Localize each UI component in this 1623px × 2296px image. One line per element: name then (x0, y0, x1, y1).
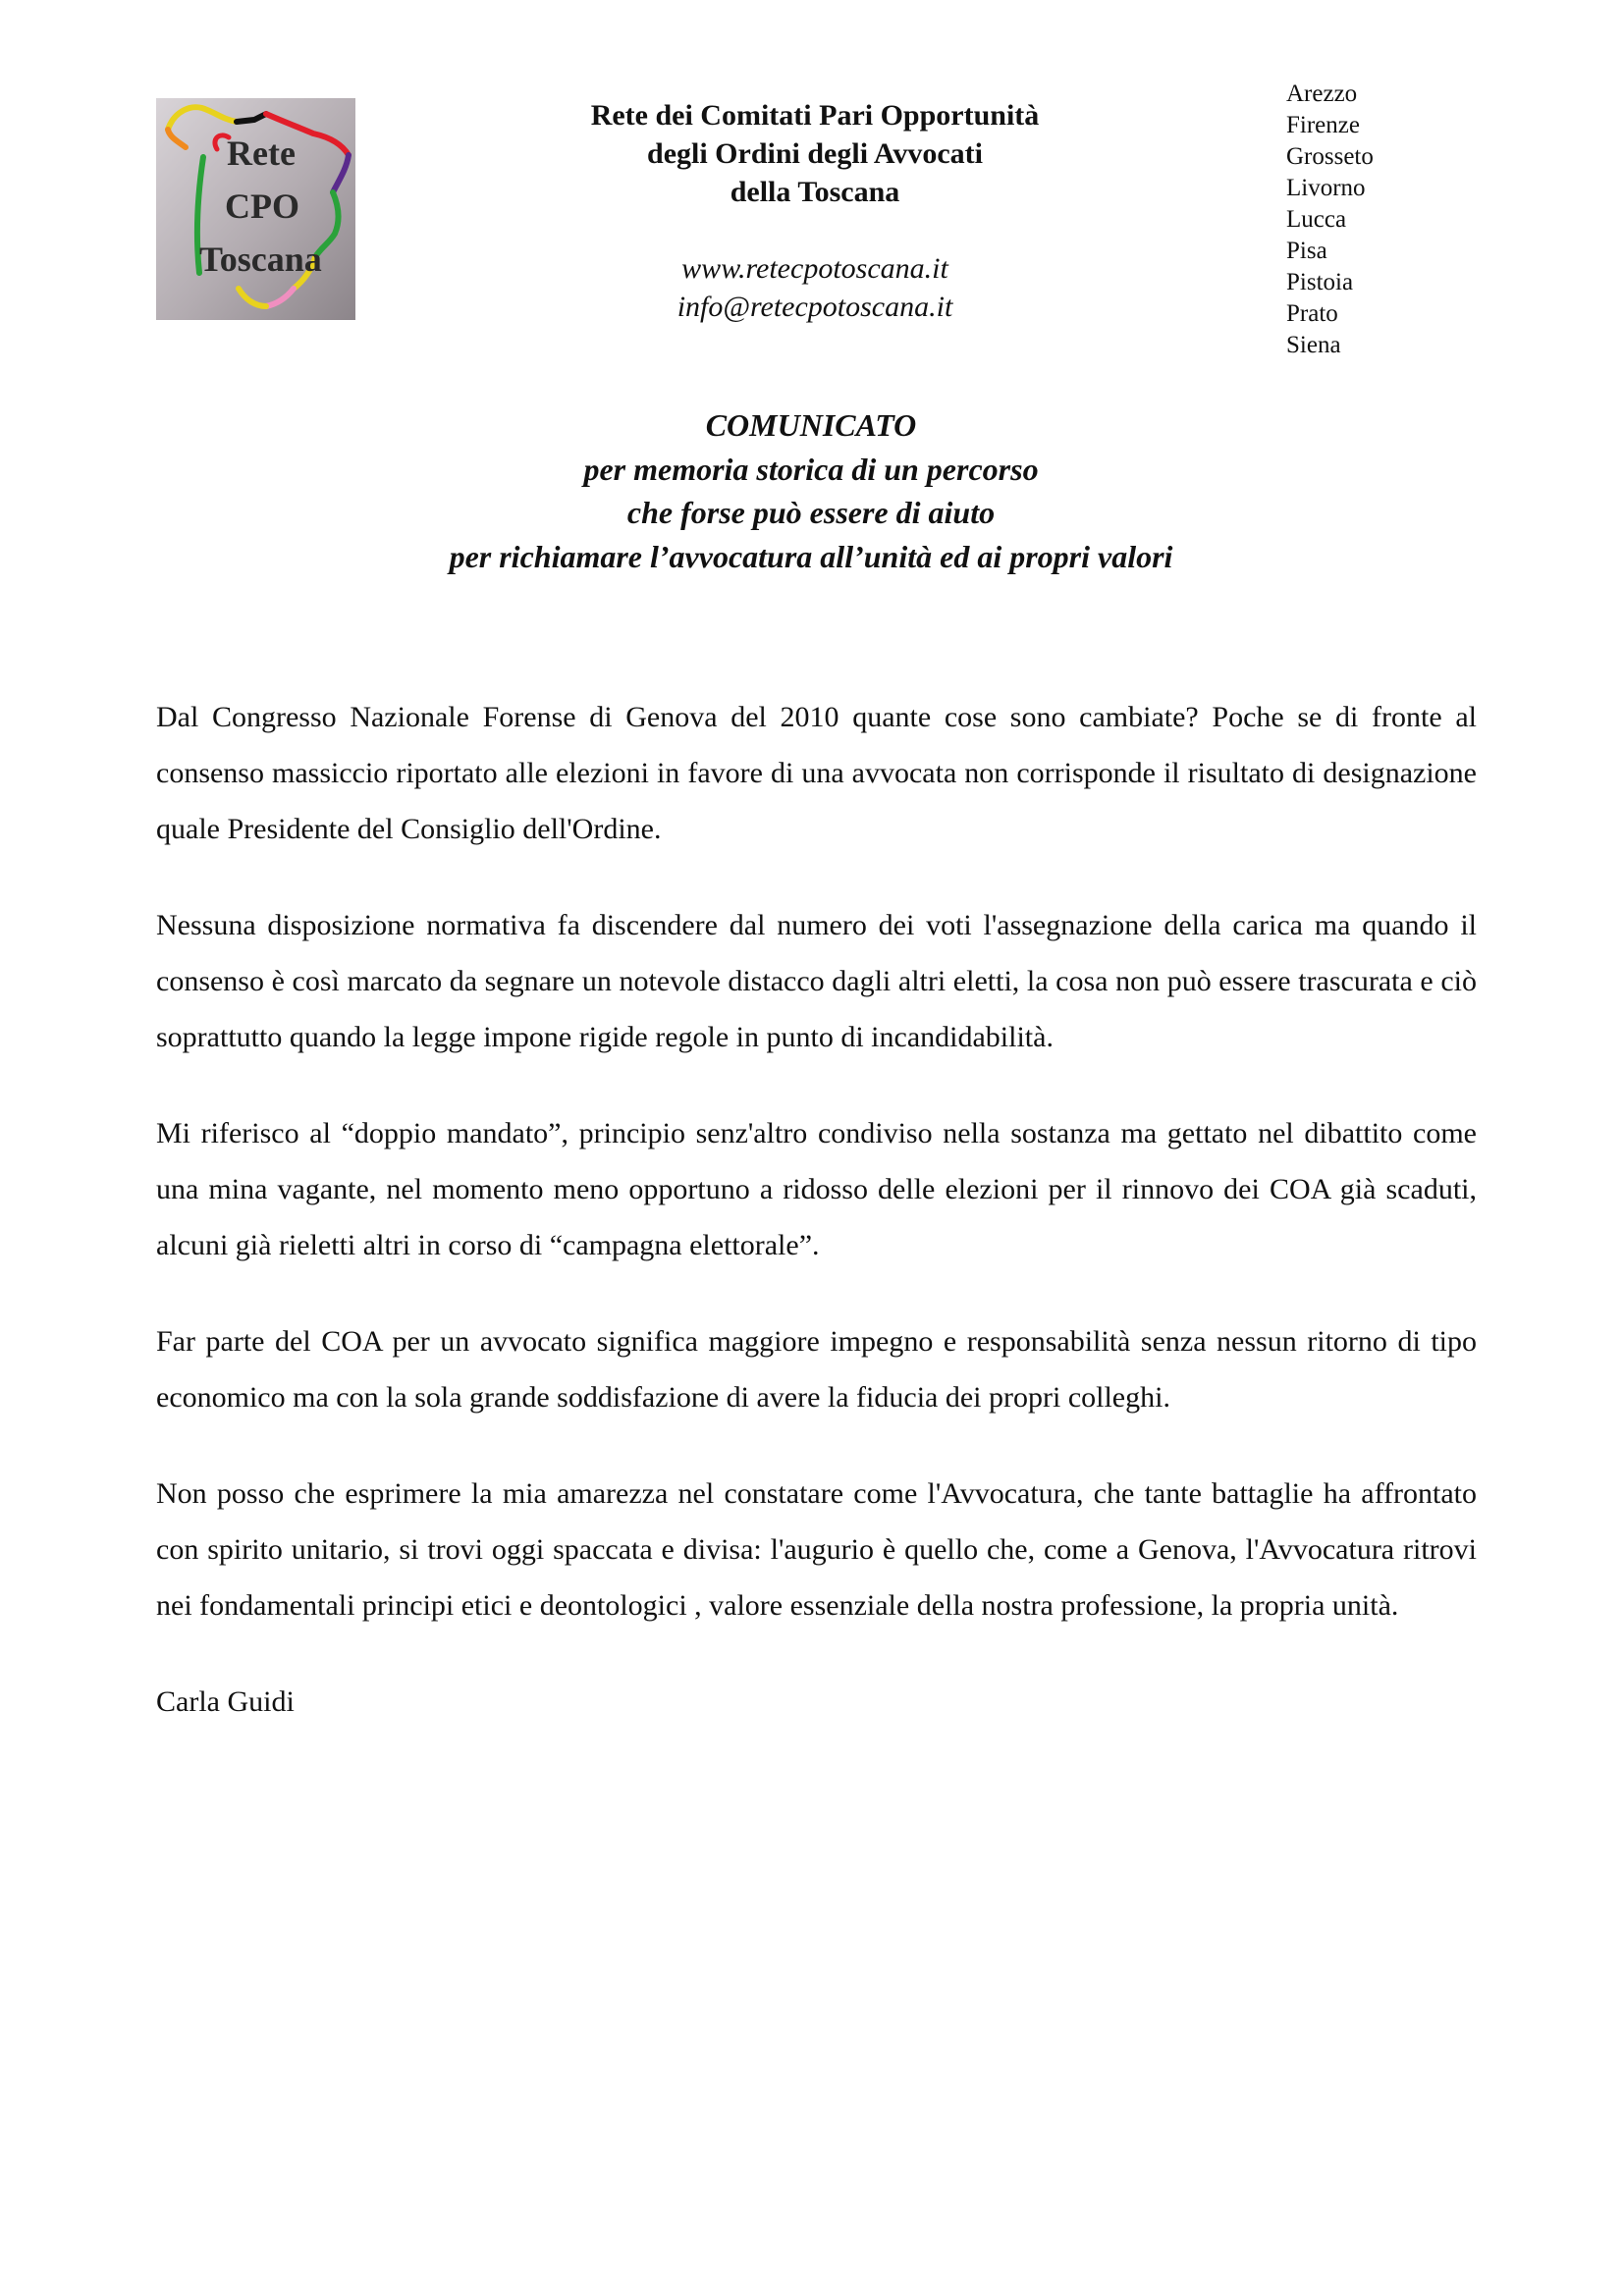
city-list (1286, 79, 1374, 361)
city-item: Firenze (1286, 112, 1360, 138)
org-name-line-2: degli Ordini degli Avvocati (647, 137, 983, 170)
body-paragraph: Far parte del COA per un avvocato significa maggiore impegno e responsabilità senza nessun ritorno di tipo economico ma con la sola grande soddisfazione di avere la fiducia dei propri colleghi. (156, 1325, 1477, 1414)
title-heading: COMUNICATO (705, 407, 917, 443)
city-item: Livorno (1286, 175, 1366, 201)
document-title (320, 403, 1302, 578)
body-paragraph: Non posso che esprimere la mia amarezza nel constatare come l'Avvocatura, che tante battaglie ha affrontato con spirito unitario, si trovi oggi spaccata e divisa: l'augurio è quello che, come a Genova, l'Avvocatura ritrovi nei fondamentali principi etici e deontologici , valore essenziale della nostra professione, la propria unità. (156, 1477, 1477, 1622)
city-item: Prato (1286, 300, 1338, 327)
title-line: per memoria storica di un percorso (583, 451, 1039, 487)
logo-word-rete: Rete (227, 133, 296, 173)
rete-cpo-toscana-logo (156, 98, 355, 320)
body-paragraph: Nessuna disposizione normativa fa discendere dal numero dei voti l'assegnazione della carica ma quando il consenso è così marcato da segnare un notevole distacco dagli altri eletti, la cosa non può essere trascurata e ciò soprattutto quando la legge impone rigide regole in punto di incandidabilità. (156, 909, 1477, 1053)
title-line: per richiamare l’avvocatura all’unità ed ai propri valori (449, 538, 1173, 574)
document-body (156, 689, 1477, 1770)
city-item: Pisa (1286, 238, 1327, 264)
city-item: Siena (1286, 332, 1341, 358)
city-item: Grosseto (1286, 143, 1374, 170)
city-item: Arezzo (1286, 80, 1358, 107)
contact-block (471, 249, 1159, 326)
signature: Carla Guidi (156, 1685, 295, 1718)
website-link[interactable]: www.retecpotoscana.it (681, 252, 948, 285)
organization-header (471, 96, 1159, 326)
title-line: che forse può essere di aiuto (626, 495, 996, 530)
logo-word-toscana: Toscana (199, 240, 322, 279)
body-paragraph: Mi riferisco al “doppio mandato”, principio senz'altro condiviso nella sostanza ma gettato nel dibattito come una mina vagante, nel momento meno opportuno a ridosso delle elezioni per il rinnovo dei COA già scaduti, alcuni già rieletti altri in corso di “campagna elettorale”. (156, 1117, 1477, 1261)
city-item: Lucca (1286, 206, 1347, 233)
email-link[interactable]: info@retecpotoscana.it (676, 291, 953, 323)
body-paragraph: Dal Congresso Nazionale Forense di Genova del 2010 quante cose sono cambiate? Poche se di fronte al consenso massiccio riportato alle elezioni in favore di una avvocata non corrisponde il risultato di designazione quale Presidente del Consiglio dell'Ordine. (156, 701, 1477, 845)
org-name-line-3: della Toscana (730, 176, 900, 208)
city-item: Pistoia (1286, 269, 1354, 295)
logo-word-cpo: CPO (225, 187, 299, 226)
org-name-line-1: Rete dei Comitati Pari Opportunità (590, 99, 1040, 132)
